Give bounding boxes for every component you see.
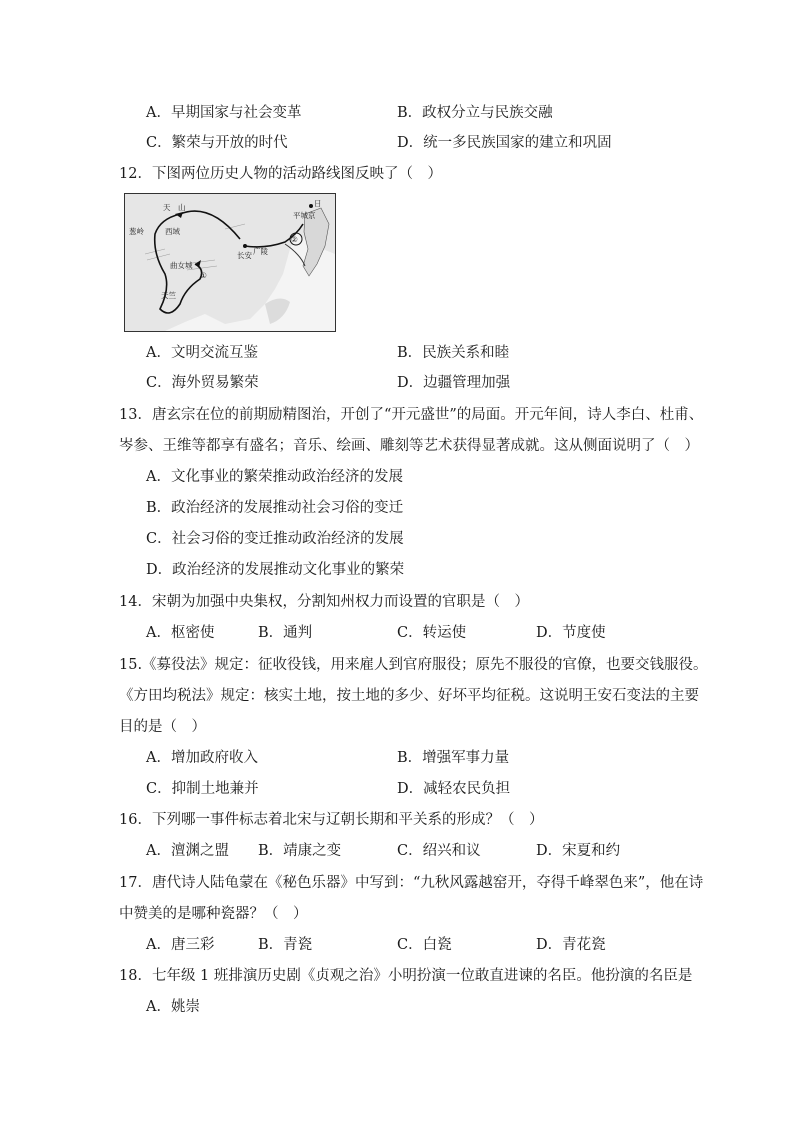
label-sea: 日 xyxy=(314,199,322,208)
q15-line-3: 目的是（ ） xyxy=(119,719,206,735)
route-map xyxy=(124,193,336,332)
q11-option-d: D．统一多民族国家的建立和巩固 xyxy=(397,135,612,151)
q17-line-1: 17．唐代诗人陆龟蒙在《秘色乐器》中写到：“九秋风露越窑开，夺得千峰翠色来”，他在诗 xyxy=(119,875,704,891)
q11-option-c: C．繁荣与开放的时代 xyxy=(146,135,288,151)
q14-option-a: A．枢密使 xyxy=(146,625,215,641)
q15-line-1: 15.《募役法》规定：征收役钱，用来雇人到官府服役；原先不服役的官僚，也要交钱服役。 xyxy=(119,657,708,673)
q13-option-b: B．政治经济的发展推动社会习俗的变迁 xyxy=(146,500,404,516)
q16-option-d: D．宋夏和约 xyxy=(536,843,621,859)
q15-option-c: C．抑制土地兼并 xyxy=(146,781,259,797)
q12-stem: 12．下图两位历史人物的活动路线图反映了（ ） xyxy=(119,166,442,182)
q16-option-a: A．澶渊之盟 xyxy=(146,843,229,859)
q17-option-a: A．唐三彩 xyxy=(146,937,215,953)
q13-option-c: C．社会习俗的变迁推动政治经济的发展 xyxy=(146,531,404,547)
label-route-2: ② xyxy=(291,235,298,244)
label-tianzhu: 天竺 xyxy=(161,291,176,300)
label-xiyu: 西域 xyxy=(165,227,180,236)
label-congling: 葱岭 xyxy=(129,227,144,236)
q13-option-a: A．文化事业的繁荣推动政治经济的发展 xyxy=(146,469,403,485)
q17-option-c: C．白瓷 xyxy=(397,937,452,953)
q14-stem: 14．宋朝为加强中央集权，分割知州权力而设置的官职是（ ） xyxy=(119,594,529,610)
label-pingcheng: 平城京 xyxy=(293,211,316,220)
q16-option-c: C．绍兴和议 xyxy=(397,843,481,859)
q12-option-a: A．文明交流互鉴 xyxy=(146,345,258,361)
q13-line-2: 岑参、王维等都享有盛名；音乐、绘画、雕刻等艺术获得显著成就。这从侧面说明了（ ） xyxy=(119,438,699,454)
q14-option-d: D．节度使 xyxy=(536,625,606,641)
q15-option-b: B．增强军事力量 xyxy=(397,750,510,766)
q14-option-b: B．通判 xyxy=(258,625,313,641)
q13-option-d: D．政治经济的发展推动文化事业的繁荣 xyxy=(146,562,405,578)
q14-option-c: C．转运使 xyxy=(397,625,467,641)
q12-option-c: C．海外贸易繁荣 xyxy=(146,375,259,391)
q17-line-2: 中赞美的是哪种瓷器？（ ） xyxy=(119,906,308,922)
q15-option-d: D．减轻农民负担 xyxy=(397,781,511,797)
q18-stem: 18．七年级 1 班排演历史剧《贞观之治》小明扮演一位敢直进谏的名臣。他扮演的名臣是 xyxy=(119,968,693,984)
q17-option-d: D．青花瓷 xyxy=(536,937,606,953)
q15-line-2: 《方田均税法》规定：核实土地，按土地的多少、好坏平均征税。这说明王安石变法的主要 xyxy=(119,688,699,704)
q17-option-b: B．青瓷 xyxy=(258,937,313,953)
q11-option-b: B．政权分立与民族交融 xyxy=(397,105,553,121)
q15-option-a: A．增加政府收入 xyxy=(146,750,258,766)
q16-option-b: B．靖康之变 xyxy=(258,843,342,859)
route-map-svg xyxy=(125,194,335,331)
q16-stem: 16．下列哪一事件标志着北宋与辽朝长期和平关系的形成？（ ） xyxy=(119,812,544,828)
q12-option-d: D．边疆管理加强 xyxy=(397,375,511,391)
q11-option-a: A．早期国家与社会变革 xyxy=(146,105,302,121)
label-qunucheng: 曲女城 xyxy=(170,261,193,270)
label-tianshan: 天 山 xyxy=(163,203,186,212)
q18-option-a: A．姚崇 xyxy=(146,999,200,1015)
label-changan: 长安 xyxy=(237,251,252,260)
label-route-1: ① xyxy=(200,271,207,280)
q13-line-1: 13．唐玄宗在位的前期励精图治，开创了“开元盛世”的局面。开元年间，诗人李白、杜甫、 xyxy=(119,407,704,423)
q12-option-b: B．民族关系和睦 xyxy=(397,345,510,361)
label-guangling: 广陵 xyxy=(253,247,268,256)
